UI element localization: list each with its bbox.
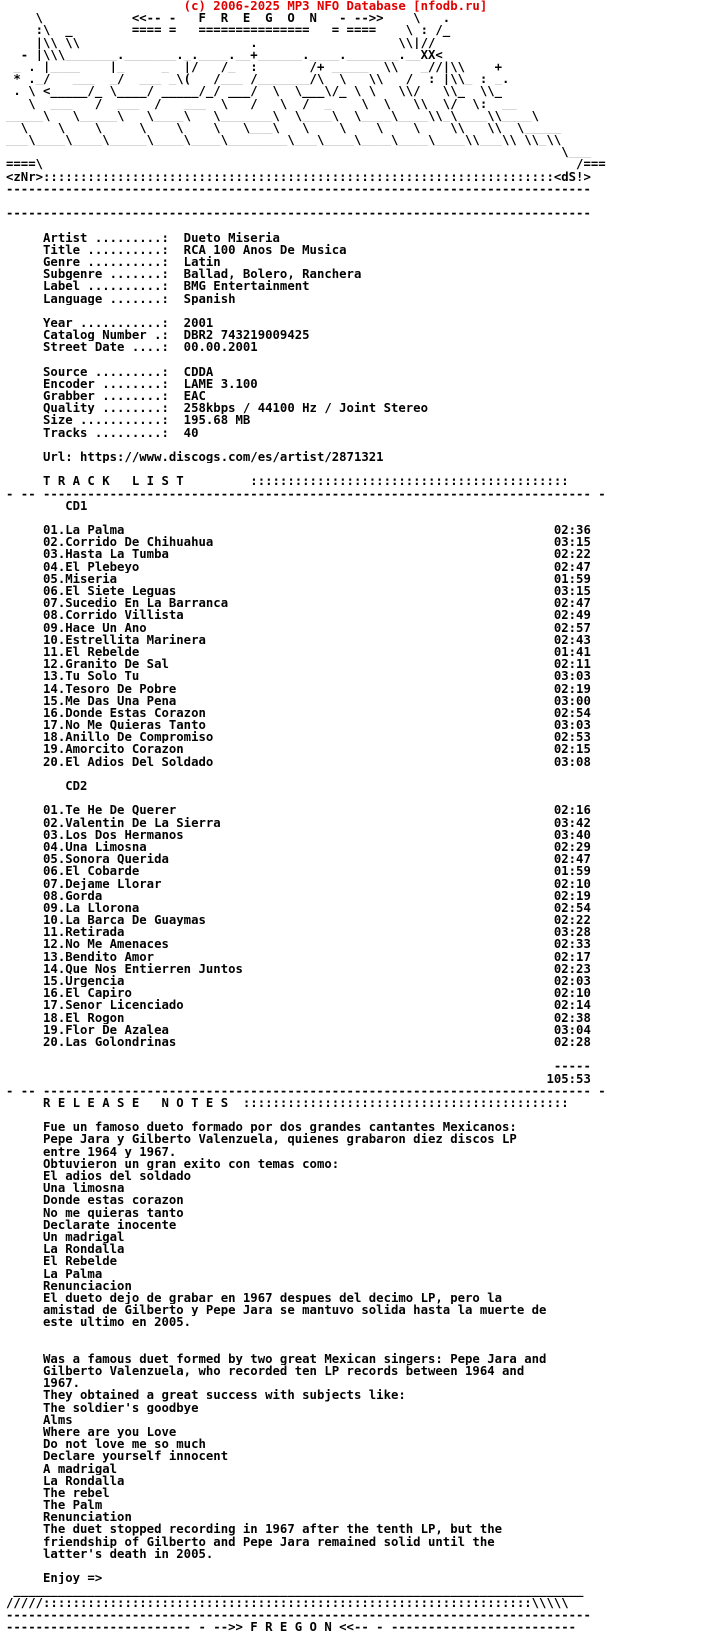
nfo-line: Subgenre .......: Ballad, Bolero, Ranchera — [6, 268, 362, 281]
nfo-line: ------------------------------------------------------------------------------- — [6, 207, 591, 220]
nfo-line: Label ..........: BMG Entertainment — [6, 280, 310, 293]
nfo-line: _____________________________________________________________________________ — [6, 1584, 584, 1597]
nfo-line: CD2 — [6, 780, 88, 793]
nfo-line: - -- -------------------------------------------------------------------------- - — [6, 1084, 606, 1097]
nfo-line: 12.Granito De Sal 02:11 — [6, 658, 591, 671]
nfo-line — [6, 512, 714, 524]
nfo-line — [6, 792, 714, 804]
nfo-line: Genre ..........: Latin — [6, 255, 221, 269]
nfo-line: Was a famous duet formed by two great Mexican singers: Pepe Jara and — [6, 1352, 547, 1365]
nfo-line: latter's death in 2005. — [6, 1547, 214, 1560]
nfo-line: \ <<-- - F R E G O N - -->> \ . — [6, 12, 451, 25]
nfo-line: Encoder ........: LAME 3.100 — [6, 377, 258, 390]
nfo-line: :\ _ ==== = =============== = ==== \ : /_ — [6, 24, 451, 37]
nfo-line: 01.Te He De Querer 02:16 — [6, 804, 591, 817]
nfo-line — [6, 195, 714, 207]
nfo-line: Year ...........: 2001 — [6, 316, 214, 330]
nfo-line — [6, 1109, 714, 1121]
nfo-line: ------------------------------------------------------------------------------- — [6, 1608, 591, 1621]
nfo-line: 05.Miseria 01:59 — [6, 572, 591, 585]
nfo-line: No me quieras tanto — [6, 1206, 184, 1219]
nfo-line: Una limosna — [6, 1182, 125, 1195]
nfo-line: 10.Estrellita Marinera 02:43 — [6, 633, 591, 646]
nfo-line: 19.Amorcito Corazon 02:15 — [6, 743, 591, 756]
nfo-line: Source .........: CDDA — [6, 365, 214, 378]
nfo-line: The duet stopped recording in 1967 after the tenth LP, but the — [6, 1523, 503, 1536]
nfo-line: 11.Retirada 03:28 — [6, 926, 591, 939]
nfo-line: Enjoy => — [6, 1572, 103, 1585]
nfo-line: amistad de Gilberto y Pepe Jara se mantuvo solida hasta la muerte de — [6, 1304, 547, 1317]
nfo-line: El Rebelde — [6, 1255, 118, 1268]
nfo-line: 06.El Cobarde 01:59 — [6, 865, 591, 878]
nfo-line: 08.Corrido Villista 02:49 — [6, 609, 591, 622]
nfo-line — [6, 463, 714, 475]
nfo-line: - |\\\_______._______._.____.__+______.____._______.__XX< — [6, 48, 443, 61]
nfo-line: La Rondalla — [6, 1243, 125, 1256]
nfo-line: Fue un famoso dueto formado por dos grandes cantantes Mexicanos: — [6, 1121, 517, 1134]
nfo-line: 07.Sucedio En La Barranca 02:47 — [6, 597, 591, 610]
nfo-line: - -- -------------------------------------------------------------------------- - — [6, 487, 606, 500]
nfo-line: entre 1964 y 1967. — [6, 1145, 177, 1158]
nfo-line: Un madrigal — [6, 1230, 125, 1244]
nfo-line: El adios del soldado — [6, 1170, 192, 1183]
nfo-line: 03.Hasta La Tumba 02:22 — [6, 548, 591, 561]
nfo-line: 1967. — [6, 1377, 81, 1390]
nfo-line: Alms — [6, 1413, 73, 1426]
nfo-line: 20.El Adios Del Soldado 03:08 — [6, 755, 591, 768]
nfo-line: A madrigal — [6, 1462, 118, 1475]
nfo-line: <zNr>:::::::::::::::::::::::::::::::::::::::::::::::::::::::::::::::::::::<dS!> — [6, 170, 591, 183]
nfo-line: Do not love me so much — [6, 1438, 206, 1451]
nfo-line: 12.No Me Amenaces 02:33 — [6, 938, 591, 951]
nfo-line: La Rondalla — [6, 1474, 125, 1487]
nfo-line: 09.Hace Un Ano 02:57 — [6, 621, 591, 634]
nfo-line: 19.Flor De Azalea 03:04 — [6, 1023, 591, 1036]
nfo-line: \___ — [6, 146, 591, 159]
nfo-line: Tracks .........: 40 — [6, 426, 199, 439]
nfo-line: _ . |____ |_ _ |/ /_ : /+ _____ \\ _//|\\ + — [6, 60, 503, 74]
nfo-line: 08.Gorda 02:19 — [6, 889, 591, 902]
nfo-line: 20.Las Golondrinas 02:28 — [6, 1035, 591, 1049]
nfo-line — [6, 353, 714, 365]
nfo-line: Gilberto Valenzuela, who recorded ten LP records between 1964 and — [6, 1365, 525, 1378]
nfo-line: 06.El Siete Leguas 03:15 — [6, 585, 591, 598]
nfo-line: 17.Senor Licenciado 02:14 — [6, 999, 591, 1012]
nfo-line: Grabber ........: EAC — [6, 390, 206, 403]
nfo-line: 14.Que Nos Entierren Juntos 02:23 — [6, 962, 591, 975]
nfo-line: 05.Sonora Querida 02:47 — [6, 853, 591, 866]
nfo-line: 01.La Palma 02:36 — [6, 524, 591, 537]
nfo-line: T R A C K L I S T ::::::::::::::::::::::::::::::::::::::::::: — [6, 475, 569, 488]
nfo-line: friendship of Gilberto and Pepe Jara remained solid until the — [6, 1535, 495, 1548]
header-copyright-line: (c) 2006-2025 MP3 NFO Database [nfodb.ru] — [6, 0, 488, 13]
nfo-line — [6, 219, 714, 231]
nfo-line: ------------------------- - -->> F R E G O N <<-- - ------------------------- — [6, 1620, 577, 1632]
nfo-line: 02.Corrido De Chihuahua 03:15 — [6, 536, 591, 549]
nfo-line — [6, 1048, 714, 1060]
nfo-line: Quality ........: 258kbps / 44100 Hz / Joint Stereo — [6, 402, 428, 415]
nfo-line — [6, 1560, 714, 1572]
nfo-line: Url: https://www.discogs.com/es/artist/2871321 — [6, 450, 384, 464]
nfo-line: Declarate inocente — [6, 1218, 177, 1231]
nfo-line: 15.Urgencia 02:03 — [6, 975, 591, 988]
nfo-line — [6, 1341, 714, 1353]
nfo-line: 105:53 — [6, 1072, 591, 1085]
nfo-line: 03.Los Dos Hermanos 03:40 — [6, 828, 591, 841]
nfo-line: Artist .........: Dueto Miseria — [6, 231, 280, 244]
nfo-line — [6, 439, 714, 451]
nfo-line — [6, 305, 714, 317]
nfo-line: Language .......: Spanish — [6, 292, 236, 305]
nfo-line: |\\ \\ . \\|// — [6, 36, 436, 49]
nfo-text-block — [6, 0, 714, 1632]
nfo-line: The soldier's goodbye — [6, 1401, 199, 1414]
nfo-line: 18.El Rogon 02:38 — [6, 1011, 591, 1024]
nfo-line: este ultimo en 2005. — [6, 1316, 192, 1329]
nfo-line: They obtained a great success with subjects like: — [6, 1389, 406, 1402]
nfo-line: \ \ \ \ \ \ \___\ \ \ \ \ \\ \\ \_____ — [6, 121, 562, 135]
nfo-line: . \ <_____/_ \____/ _____/_/ ___/ \ \___\/_ \ \ \\/ \\_ \\_ — [6, 85, 503, 98]
nfo-line: 16.Donde Estas Corazon 02:54 — [6, 706, 591, 720]
nfo-line: La Palma — [6, 1267, 103, 1280]
nfo-line: /////::::::::::::::::::::::::::::::::::::::::::::::::::::::::::::::::::\\\\\ — [6, 1596, 569, 1609]
nfo-line: CD1 — [6, 499, 88, 512]
nfo-line: ----- — [6, 1060, 591, 1073]
nfo-line: Size ...........: 195.68 MB — [6, 414, 251, 427]
nfo-line: The rebel — [6, 1486, 110, 1500]
nfo-line: 15.Me Das Una Pena 03:00 — [6, 694, 591, 707]
nfo-line: * ._/ ___ _/ ___ _\( /___ /_______/\ \ \\ / : |\\_ : _. — [6, 73, 510, 86]
nfo-line: 14.Tesoro De Pobre 02:19 — [6, 682, 591, 695]
nfo-line: 07.Dejame Llorar 02:10 — [6, 877, 591, 890]
nfo-line: 02.Valentin De La Sierra 03:42 — [6, 816, 591, 829]
nfo-line: ------------------------------------------------------------------------------- — [6, 182, 591, 195]
nfo-line: The Palm — [6, 1499, 103, 1512]
nfo-line: \ ___ / ___ / ___ \ / \ / _ \ \ \\ \/ \: __ — [6, 97, 517, 110]
nfo-line: 17.No Me Quieras Tanto 03:03 — [6, 719, 591, 732]
nfo-line: 10.La Barca De Guaymas 02:22 — [6, 914, 591, 927]
nfo-line: Renunciation — [6, 1511, 132, 1524]
nfo-line: R E L E A S E N O T E S :::::::::::::::::::::::::::::::::::::::::::: — [6, 1096, 569, 1110]
nfo-line — [6, 768, 714, 780]
nfo-line: Pepe Jara y Gilberto Valenzuela, quienes grabaron diez discos LP — [6, 1133, 517, 1146]
nfo-line: 04.El Plebeyo 02:47 — [6, 560, 591, 573]
nfo-line: Donde estas corazon — [6, 1194, 184, 1207]
nfo-line: Where are you Love — [6, 1425, 177, 1439]
nfo-line: _____\ \_____\ \____\ \_______\ \____\ \____\____\\_\____\\____\ — [6, 109, 540, 122]
nfo-line: 04.Una Limosna 02:29 — [6, 840, 591, 854]
nfo-line: Declare yourself innocent — [6, 1450, 229, 1463]
nfo-line: Renunciacion — [6, 1279, 132, 1292]
nfo-line: Street Date ....: 00.00.2001 — [6, 341, 258, 354]
nfo-line: Title ..........: RCA 100 Anos De Musica — [6, 243, 347, 256]
nfo-line: Obtuvieron un gran exito con temas como: — [6, 1157, 340, 1170]
nfo-line: 13.Tu Solo Tu 03:03 — [6, 670, 591, 683]
nfo-line: Catalog Number .: DBR2 743219009425 — [6, 329, 310, 342]
nfo-line: 13.Bendito Amor 02:17 — [6, 950, 591, 963]
nfo-line: ====\ /=== — [6, 158, 606, 171]
nfo-line: 09.La Llorona 02:54 — [6, 901, 591, 915]
nfo-line: 16.El Capiro 02:10 — [6, 987, 591, 1000]
nfo-line: ___\____\____\_____\____\____\________\___\____\____\____\____\\___\\ \\_\\ — [6, 134, 562, 147]
nfo-line — [6, 1328, 714, 1340]
nfo-line: 18.Anillo De Compromiso 02:53 — [6, 731, 591, 744]
nfo-line: 11.El Rebelde 01:41 — [6, 645, 591, 659]
nfo-line: El dueto dejo de grabar en 1967 despues del decimo LP, pero la — [6, 1291, 503, 1305]
